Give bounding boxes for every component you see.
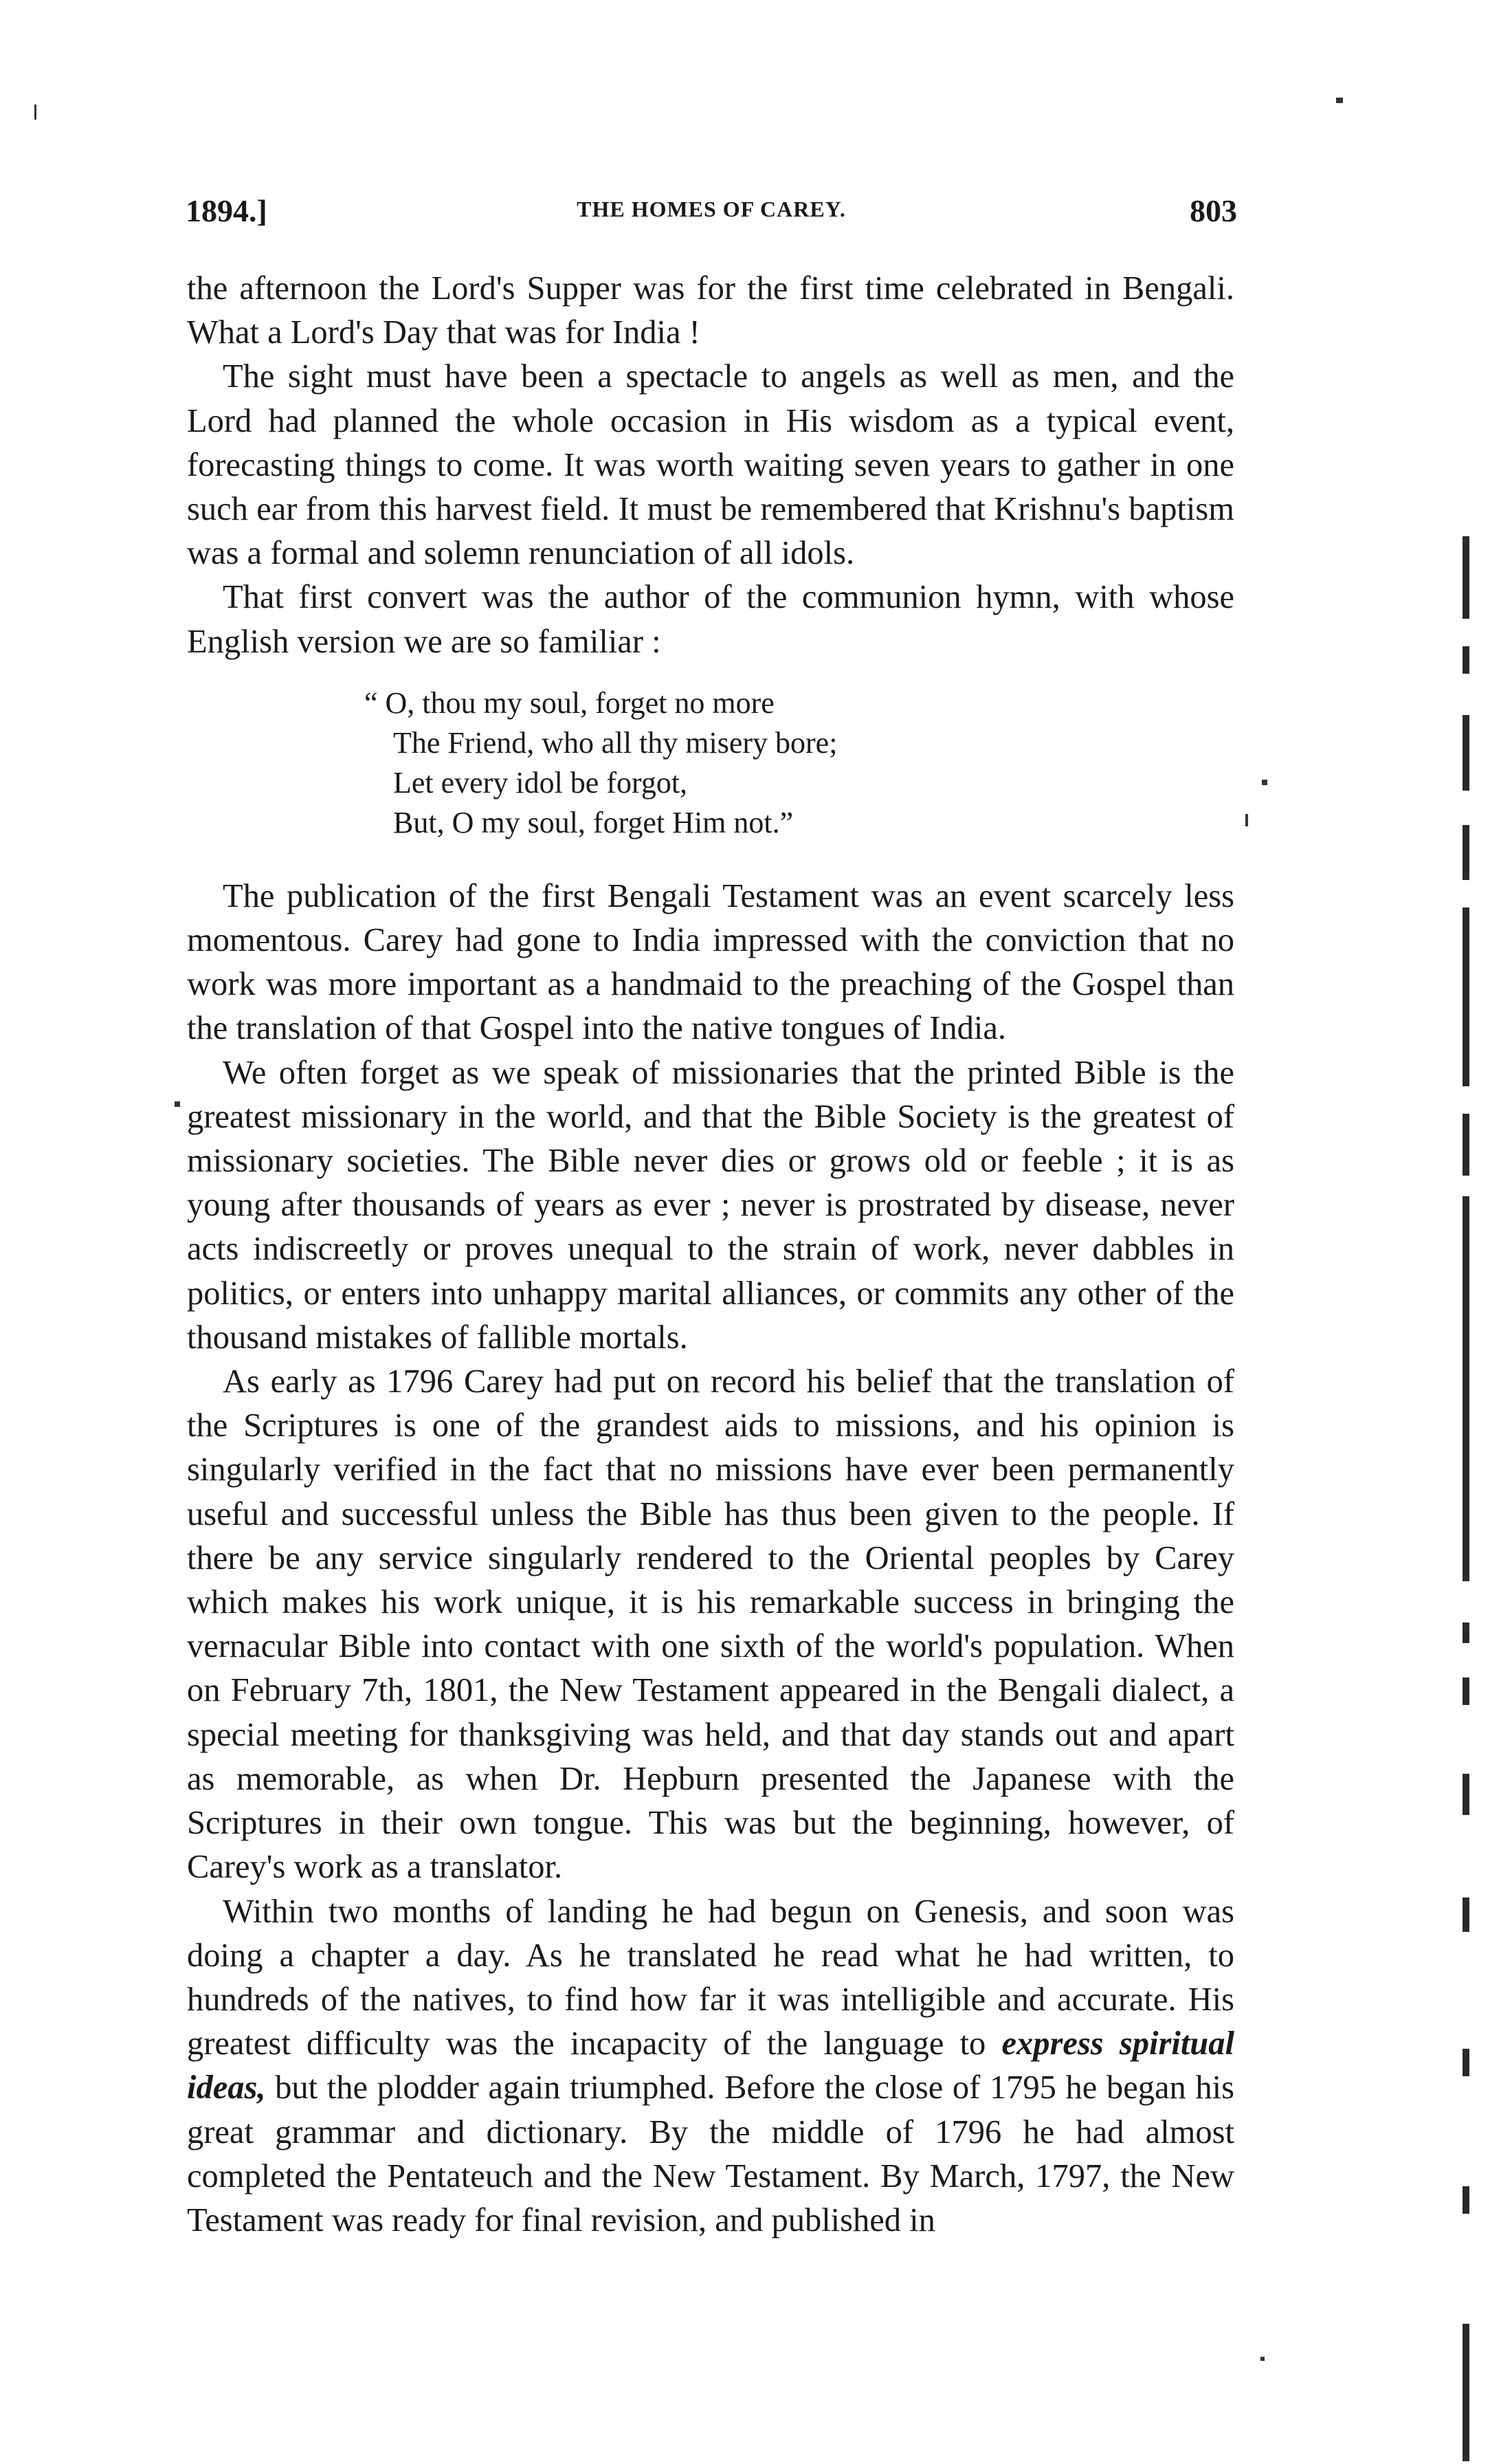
scan-speck [1260, 2357, 1265, 2361]
scan-speck [175, 1101, 180, 1107]
paragraph: That first convert was the author of the communion hymn, with whose English version we are so familiar : [187, 579, 1234, 660]
body-text [187, 267, 1234, 2243]
paragraph: We often forget as we speak of missionaries that the printed Bible is the greatest missionary in the world, and that the Bible Society is the greatest of missionary societies. The Bible never dies or grows old or feeble ; it is as young after thousands of years as ever ; never is prostrated by disease, never acts indiscreetly or proves unequal to the strain of work, never dabbles in politics, or enters into unhappy marital alliances, or commits any other of the thousand mistakes of fallible mortals. [187, 1054, 1234, 1356]
paragraph: the afternoon the Lord's Supper was for the first time celebrated in Bengali. What a Lord's Day that was for India ! [187, 270, 1234, 351]
paragraph: The sight must have been a spectacle to angels as well as men, and the Lord had planned the whole occasion in His wisdom as a typical event, forecasting things to come. It was worth waiting seven years to gather in one such ear from this harvest field. It must be remembered that Krishnu's baptism was a formal and solemn renunciation of all idols. [187, 358, 1234, 572]
paragraph-text: Within two months of landing he had begun on Genesis, and soon was doing a chapter a day. As he translated he read what he had written, to hundreds of the natives, to find how far it was intelligible and accurate. His greatest difficulty was the incapacity of the language to [187, 1893, 1234, 2062]
page-number: 803 [1190, 193, 1237, 228]
header-year: 1894.] [186, 193, 267, 228]
poem-line: But, O my soul, forget Him not.” [393, 805, 794, 839]
scan-speck [1262, 780, 1267, 785]
scan-speck [1245, 814, 1248, 826]
running-header [186, 187, 1237, 242]
paragraph-text: but the plodder again triumphed. Before the close of 1795 he began his great grammar and dictionary. By the middle of 1796 he had almost completed the Pentateuch and the New Testament. By March, 1797, the New Testament was ready for final revision, and published in [187, 2069, 1234, 2238]
paragraph: The publication of the first Bengali Testament was an event scarcely less momentous. Carey had gone to India impressed with the conviction that no work was more important as a handmaid to the preaching of the Gospel than the translation of that Gospel into the native tongues of India. [187, 877, 1234, 1047]
header-title: THE HOMES OF CAREY. [577, 197, 846, 221]
page-edge-shadow [1463, 536, 1472, 2461]
hymn-quotation [187, 683, 1234, 843]
paragraph: As early as 1796 Carey had put on record his belief that the translation of the Scriptures is one of the grandest aids to missions, and his opinion is singularly verified in the fact that no missions have ever been permanently useful and successful unless the Bible has thus been given to the people. If there be any service singularly rendered to the Oriental peoples by Carey which makes his work unique, it is his remarkable success in bringing the vernacular Bible into contact with one sixth of the world's population. When on February 7th, 1801, the New Testament appeared in the Bengali dialect, a special meeting for thanksgiving was held, and that day stands out and apart as memorable, as when Dr. Hepburn presented the Japanese with the Scriptures in their own tongue. This was but the beginning, however, of Carey's work as a translator. [187, 1363, 1234, 1886]
scan-speck [34, 104, 36, 120]
poem-line: Let every idol be forgot, [393, 765, 688, 800]
poem-line: The Friend, who all thy misery bore; [393, 725, 838, 760]
paragraph [187, 1890, 1234, 2243]
italic-phrase: express spiritual ideas, [187, 2025, 1234, 2106]
scan-speck [1336, 98, 1343, 103]
poem-line: “ O, thou my soul, forget no more [364, 685, 775, 720]
